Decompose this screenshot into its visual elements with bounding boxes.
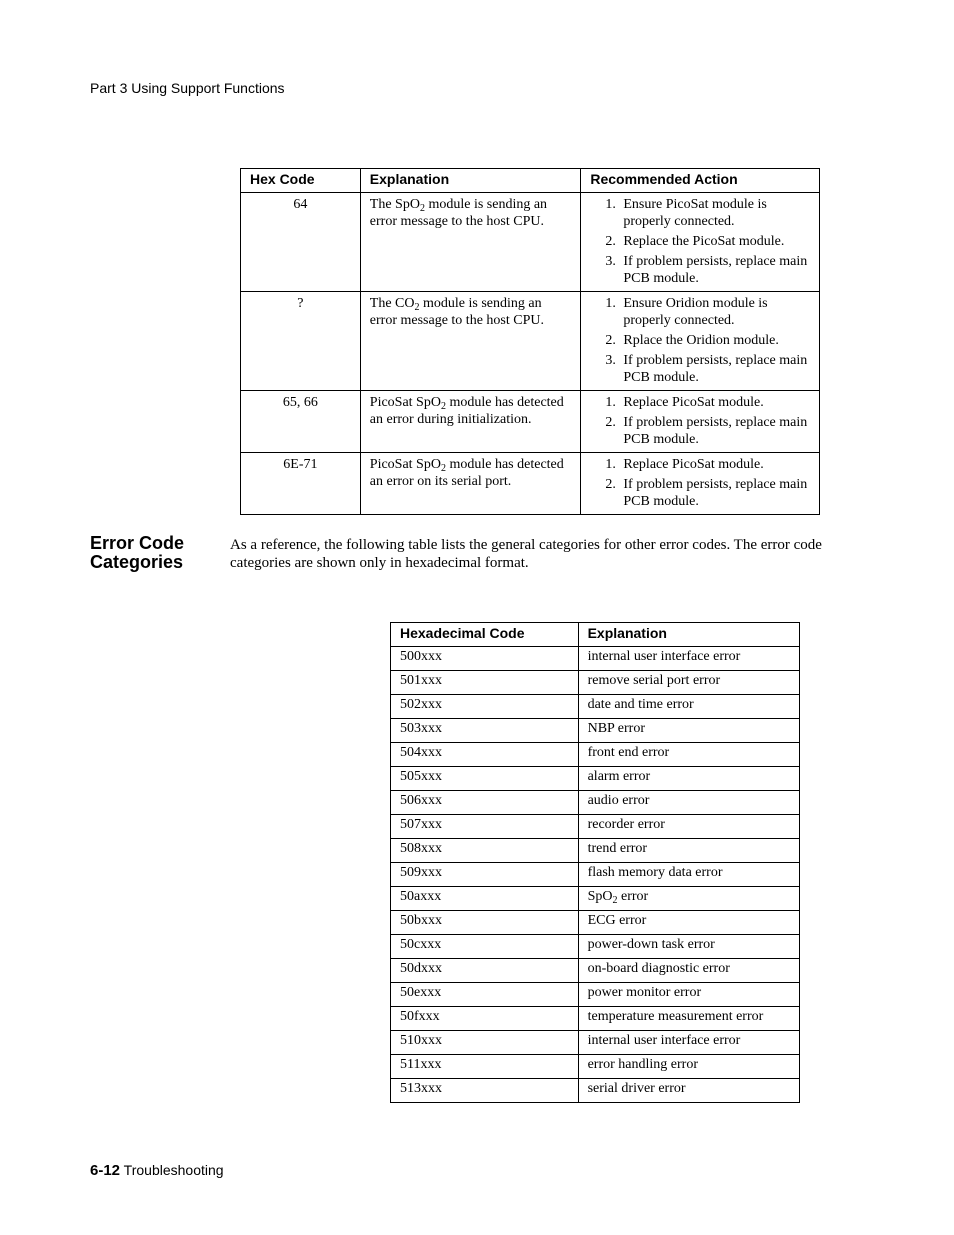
table-row <box>391 647 800 671</box>
code-cell: 50cxxx <box>391 935 579 959</box>
explanation-column-header: Explanation <box>360 169 581 193</box>
explanation-cell: audio error <box>578 791 799 815</box>
explanation-cell: SpO$_2$ error <box>578 887 799 911</box>
explanation-cell: flash memory data error <box>578 863 799 887</box>
code-cell: 504xxx <box>391 743 579 767</box>
action-item: 2. If problem persists, replace main PCB module. <box>619 414 810 448</box>
table-row <box>391 1079 800 1103</box>
action-item: 2. Replace the PicoSat module. <box>619 233 810 250</box>
explanation-cell <box>360 453 581 515</box>
explanation-cell: NBP error <box>578 719 799 743</box>
footer-section-name: Troubleshooting <box>123 1162 224 1178</box>
table-row <box>241 453 820 515</box>
action-item: 1. Ensure Oridion module is properly connected. <box>619 295 810 329</box>
explanation-cell: alarm error <box>578 767 799 791</box>
action-list <box>590 394 810 448</box>
code-cell: 508xxx <box>391 839 579 863</box>
recommended-action-column-header: Recommended Action <box>581 169 820 193</box>
action-cell <box>581 391 820 453</box>
table-row <box>391 671 800 695</box>
section-heading-line: Error Code <box>90 533 185 553</box>
error-category-table <box>390 622 800 1103</box>
action-cell <box>581 453 820 515</box>
subscript: 2 <box>612 895 618 906</box>
code-cell: 502xxx <box>391 695 579 719</box>
explanation-cell: front end error <box>578 743 799 767</box>
table-row <box>391 863 800 887</box>
explanation-text: PicoSat SpO <box>369 395 441 410</box>
table-row <box>391 743 800 767</box>
table-row <box>391 887 800 911</box>
code-cell: 505xxx <box>391 767 579 791</box>
explanation-text: The CO <box>369 296 415 311</box>
code-cell: 513xxx <box>391 1079 579 1103</box>
subscript: 2 <box>440 463 446 474</box>
page-number: 6-12 <box>90 1162 121 1179</box>
explanation-cell <box>360 391 581 453</box>
subscript: 2 <box>440 401 446 412</box>
code-cell: 501xxx <box>391 671 579 695</box>
code-cell: 50axxx <box>391 887 579 911</box>
table-row <box>391 1055 800 1079</box>
hex-code-cell: 64 <box>241 193 361 292</box>
explanation-text: module has detected an error during initialization. <box>369 395 564 427</box>
explanation-cell: ECG error <box>578 911 799 935</box>
explanation-text: module has detected an error on its serial port. <box>369 457 564 489</box>
hex-code-cell: 65, 66 <box>241 391 361 453</box>
explanation-cell <box>360 292 581 391</box>
hex-table-header-row <box>241 169 820 193</box>
explanation-cell: remove serial port error <box>578 671 799 695</box>
table-row <box>391 791 800 815</box>
explanation-cell: power-down task error <box>578 935 799 959</box>
table-row <box>391 959 800 983</box>
table-row <box>241 391 820 453</box>
table-row <box>391 815 800 839</box>
explanation-cell: internal user interface error <box>578 647 799 671</box>
hex-code-cell: ? <box>241 292 361 391</box>
action-item: 3. If problem persists, replace main PCB module. <box>619 253 810 287</box>
explanation-text: PicoSat SpO <box>369 457 441 472</box>
explanation-cell: date and time error <box>578 695 799 719</box>
explanation-text: module is sending an error message to the host CPU. <box>369 197 548 229</box>
code-cell: 506xxx <box>391 791 579 815</box>
page-footer <box>90 1162 224 1179</box>
explanation-text: module is sending an error message to the host CPU. <box>369 296 544 328</box>
explanation-cell: recorder error <box>578 815 799 839</box>
code-cell: 510xxx <box>391 1031 579 1055</box>
action-item: 2. If problem persists, replace main PCB module. <box>619 476 810 510</box>
action-item: 3. If problem persists, replace main PCB module. <box>619 352 810 386</box>
code-cell: 503xxx <box>391 719 579 743</box>
table-row <box>391 695 800 719</box>
action-item: 1. Ensure PicoSat module is properly connected. <box>619 196 810 230</box>
explanation-cell: internal user interface error <box>578 1031 799 1055</box>
action-item: 1. Replace PicoSat module. <box>619 394 810 411</box>
action-cell <box>581 193 820 292</box>
action-list <box>590 295 810 386</box>
hex-code-table <box>240 168 820 515</box>
code-cell: 507xxx <box>391 815 579 839</box>
running-header: Part 3 Using Support Functions <box>90 80 285 96</box>
code-cell: 50bxxx <box>391 911 579 935</box>
explanation-cell: serial driver error <box>578 1079 799 1103</box>
subscript: 2 <box>419 203 425 214</box>
explanation-cell <box>360 193 581 292</box>
subscript: 2 <box>414 302 420 313</box>
code-cell: 511xxx <box>391 1055 579 1079</box>
action-item: 1. Replace PicoSat module. <box>619 456 810 473</box>
explanation-cell: on-board diagnostic error <box>578 959 799 983</box>
code-cell: 500xxx <box>391 647 579 671</box>
table-row <box>391 719 800 743</box>
table-row <box>391 767 800 791</box>
explanation-cell: error handling error <box>578 1055 799 1079</box>
table-row <box>241 193 820 292</box>
action-list <box>590 196 810 287</box>
table-row <box>391 983 800 1007</box>
cat-table-header-row <box>391 623 800 647</box>
action-item: 2. Rplace the Oridion module. <box>619 332 810 349</box>
code-cell: 50fxxx <box>391 1007 579 1031</box>
table-row <box>391 1007 800 1031</box>
action-list <box>590 456 810 510</box>
action-cell <box>581 292 820 391</box>
code-cell: 509xxx <box>391 863 579 887</box>
section-heading <box>90 534 184 572</box>
explanation-text: The SpO <box>369 197 420 212</box>
code-cell: 50dxxx <box>391 959 579 983</box>
explanation-cell: temperature measurement error <box>578 1007 799 1031</box>
explanation-cell: trend error <box>578 839 799 863</box>
cat-table-body <box>391 647 800 1103</box>
code-cell: 50exxx <box>391 983 579 1007</box>
section-heading-line: Categories <box>90 552 184 572</box>
hexadecimal-code-column-header: Hexadecimal Code <box>391 623 579 647</box>
section-body-text: As a reference, the following table lists the general categories for other error codes. The error code categories are shown only in hexadecimal format. <box>230 537 822 571</box>
explanation-cell: power monitor error <box>578 983 799 1007</box>
table-row <box>391 839 800 863</box>
category-explanation-column-header: Explanation <box>578 623 799 647</box>
table-row <box>391 1031 800 1055</box>
table-row <box>241 292 820 391</box>
table-row <box>391 911 800 935</box>
table-row <box>391 935 800 959</box>
hex-code-column-header: Hex Code <box>241 169 361 193</box>
hex-code-cell: 6E-71 <box>241 453 361 515</box>
